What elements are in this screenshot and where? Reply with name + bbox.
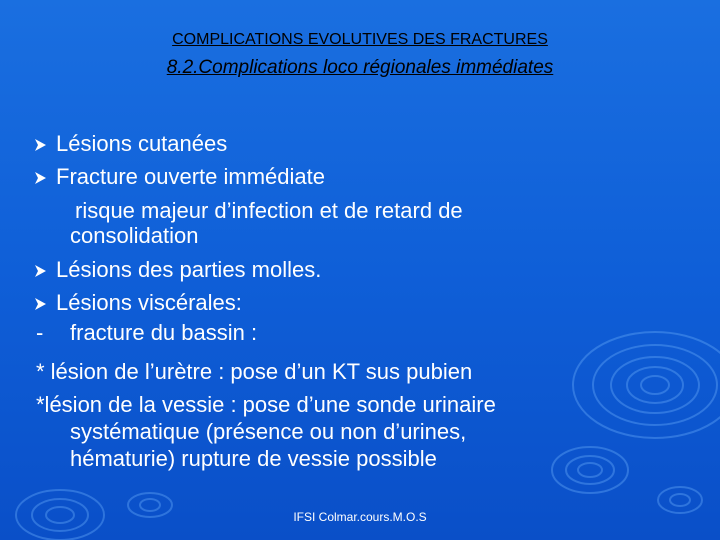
- text-line: * lésion de l’urètre : pose d’un KT sus pubien: [36, 359, 473, 384]
- dash-bullet: -: [36, 320, 44, 345]
- arrow-bullet-icon: [34, 138, 47, 152]
- arrow-bullet-icon: [34, 297, 47, 311]
- bullet-line: Lésions des parties molles.: [56, 257, 322, 282]
- slide-title: COMPLICATIONS EVOLUTIVES DES FRACTURES: [172, 31, 548, 48]
- text-line: fracture du bassin :: [70, 320, 258, 345]
- slide-footer: IFSI Colmar.cours.M.O.S: [293, 510, 427, 524]
- bullet-line: Lésions viscérales:: [56, 290, 242, 315]
- text-line: *lésion de la vessie : pose d’une sonde urinaire: [36, 392, 496, 417]
- slide-subtitle: 8.2.Complications loco régionales immédiates: [166, 57, 554, 78]
- text-line: systématique (présence ou non d’urines,: [70, 419, 467, 444]
- text-line: hématurie) rupture de vessie possible: [70, 446, 437, 471]
- arrow-bullet-icon: [34, 171, 47, 185]
- arrow-bullet-icon: [34, 264, 47, 278]
- bullet-line: Fracture ouverte immédiate: [56, 164, 325, 189]
- bullet-line: Lésions cutanées: [56, 131, 228, 156]
- text-line: consolidation: [70, 223, 199, 248]
- text-line: risque majeur d’infection et de retard de: [75, 198, 463, 223]
